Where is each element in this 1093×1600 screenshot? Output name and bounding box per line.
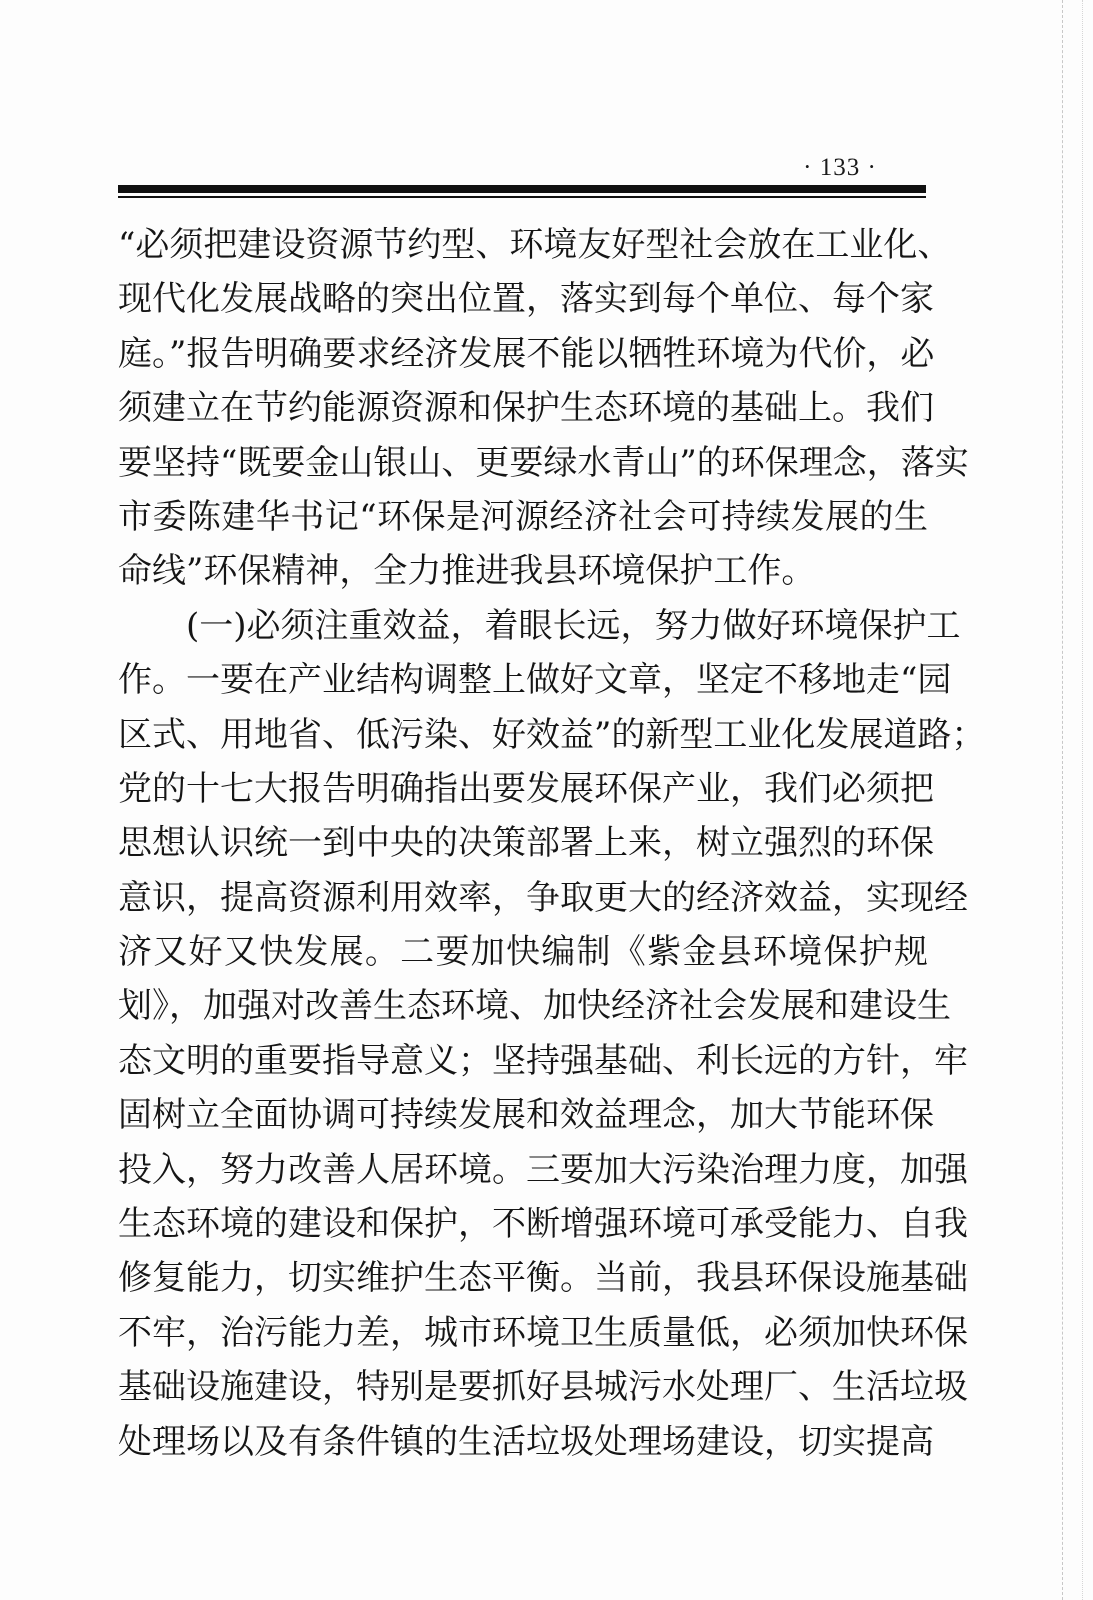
text-line: 区式、用地省、低污染、好效益”的新型工业化发展道路； (118, 714, 986, 755)
scan-edge-line (1062, 0, 1063, 1600)
text-line: 市委陈建华书记“环保是河源经济社会可持续发展的生 (118, 496, 928, 537)
text-line: 修复能力，切实维护生态平衡。当前，我县环保设施基础 (118, 1258, 968, 1299)
text-line: 意识，提高资源利用效率，争取更大的经济效益，实现经 (118, 877, 968, 918)
text-line: 态文明的重要指导意义；坚持强基础、利长远的方针，牢 (118, 1040, 968, 1081)
scan-edge-line (1082, 0, 1083, 1600)
text-line: 命线”环保精神，全力推进我县环境保护工作。 (118, 551, 816, 592)
text-line: 思想认识统一到中央的决策部署上来，树立强烈的环保 (118, 823, 934, 864)
text-line: 须建立在节约能源资源和保护生态环境的基础上。我们 (118, 388, 934, 429)
text-line: 要坚持“既要金山银山、更要绿水青山”的环保理念，落实 (118, 442, 969, 483)
text-line: 济又好又快发展。二要加快编制《紫金县环境保护规 (118, 932, 928, 973)
text-line: 基础设施建设，特别是要抓好县城污水处理厂、生活垃圾 (118, 1367, 968, 1408)
section-heading-line: (一)必须注重效益，着眼长远，努力做好环境保护工 (186, 605, 961, 646)
text-line: “必须把建设资源节约型、环境友好型社会放在工业化、 (118, 225, 952, 265)
text-line: 党的十七大报告明确指出要发展环保产业，我们必须把 (118, 768, 934, 809)
text-line: 现代化发展战略的突出位置，落实到每个单位、每个家 (118, 279, 934, 320)
header-rule-thin (118, 196, 926, 198)
text-line: 处理场以及有条件镇的生活垃圾处理场建设，切实提高 (118, 1421, 934, 1462)
body-text (118, 218, 986, 1469)
text-line: 投入，努力改善人居环境。三要加大污染治理力度，加强 (118, 1149, 968, 1190)
text-line: 作。一要在产业结构调整上做好文章，坚定不移地走“园 (118, 660, 952, 701)
text-line: 庭。”报告明确要求经济发展不能以牺牲环境为代价，必 (118, 333, 935, 374)
header-rule-thick (118, 185, 926, 193)
text-line: 不牢，治污能力差，城市环境卫生质量低，必须加快环保 (118, 1312, 968, 1353)
text-line: 划》，加强对改善生态环境、加快经济社会发展和建设生 (118, 986, 951, 1027)
text-line: 生态环境的建设和保护，不断增强环境可承受能力、自我 (118, 1204, 968, 1245)
text-line: 固树立全面协调可持续发展和效益理念，加大节能环保 (118, 1095, 934, 1136)
page-number: · 133 · (803, 154, 877, 181)
